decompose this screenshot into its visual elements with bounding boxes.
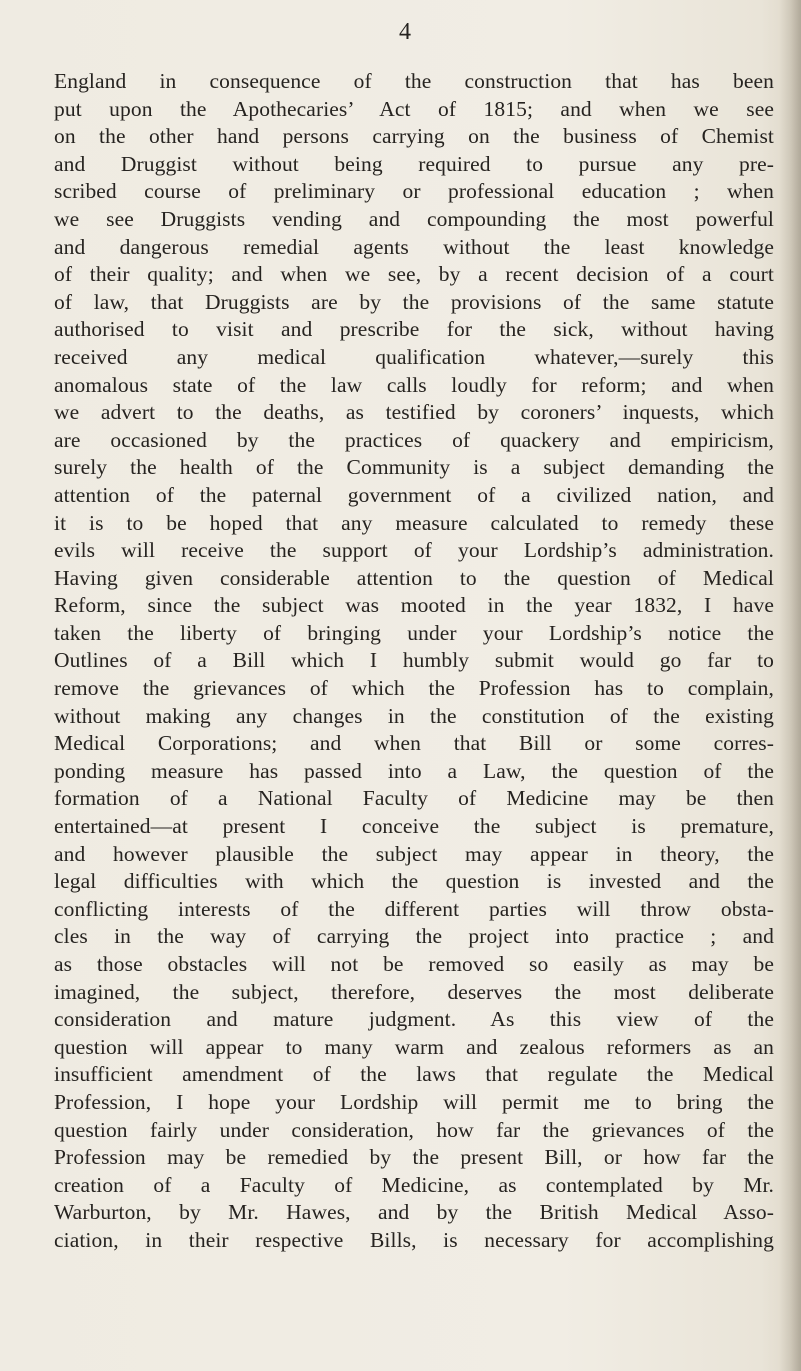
page-edge-shadow [779,0,801,1371]
text-line: and dangerous remedial agents without the least knowledge [54,234,774,259]
text-line: Outlines of a Bill which I humbly submit would go far to [54,648,774,673]
text-line: as those obstacles will not be removed so easily as may be [54,952,774,976]
text-line: Having given considerable attention to the question of Medical [54,565,774,590]
text-line: Reform, since the subject was mooted in the year 1832, I have [54,593,774,618]
text-line: and however plausible the subject may appear in theory, the [54,841,774,866]
text-line: scribed course of preliminary or professional education ; when [54,179,774,204]
text-line: attention of the paternal government of a civilized nation, and [54,482,774,507]
text-line: and Druggist without being required to pursue any pre- [54,151,774,176]
text-line: cles in the way of carrying the project into practice ; and [54,924,774,949]
text-line: insufficient amendment of the laws that regulate the Medical [54,1062,774,1087]
text-line: Warburton, by Mr. Hawes, and by the British Medical Asso- [54,1200,774,1225]
text-line: we see Druggists vending and compounding the most powerful [54,206,774,231]
text-line: legal difficulties with which the question is invested and the [54,869,774,894]
text-line: formation of a National Faculty of Medicine may be then [54,786,774,811]
text-line: ponding measure has passed into a Law, the question of the [54,758,774,783]
text-line: anomalous state of the law calls loudly for reform; and when [54,372,774,397]
text-line: remove the grievances of which the Profession has to complain, [54,676,774,701]
text-line: surely the health of the Community is a subject demanding the [54,455,774,480]
text-line: of their quality; and when we see, by a recent decision of a court [54,262,774,287]
text-line: Medical Corporations; and when that Bill or some corres- [54,731,774,756]
text-line: question fairly under consideration, how far the grievances of the [54,1117,774,1142]
text-line: conflicting interests of the different parties will throw obsta- [54,896,774,921]
text-line: received any medical qualification whatever,—surely this [54,344,774,369]
text-line: imagined, the subject, therefore, deserves the most deliberate [54,979,774,1004]
text-line: evils will receive the support of your Lordship’s administration. [54,538,774,563]
text-line: entertained—at present I conceive the subject is premature, [54,814,774,839]
text-line: England in consequence of the construction that has been [54,69,774,93]
text-line: creation of a Faculty of Medicine, as contemplated by Mr. [54,1172,774,1197]
text-line: are occasioned by the practices of quackery and empiricism, [54,427,774,452]
text-line: authorised to visit and prescribe for the sick, without having [54,317,774,342]
text-line: ciation, in their respective Bills, is necessary for accomplishing [54,1227,774,1252]
text-line: on the other hand persons carrying on the business of Chemist [54,124,774,149]
text-line: put upon the Apothecaries’ Act of 1815; and when we see [54,96,774,121]
text-line: Profession, I hope your Lordship will permit me to bring the [54,1089,774,1114]
text-line: we advert to the deaths, as testified by coroners’ inquests, which [54,400,774,425]
text-line: question will appear to many warm and zealous reformers as an [54,1034,774,1059]
text-line: of law, that Druggists are by the provisions of the same statute [54,289,774,314]
text-line: it is to be hoped that any measure calculated to remedy these [54,510,774,535]
body-text [54,68,774,1255]
text-line: Profession may be remedied by the present Bill, or how far the [54,1145,774,1170]
page-number: 4 [399,19,411,45]
text-line: consideration and mature judgment. As this view of the [54,1007,774,1032]
text-line: without making any changes in the constitution of the existing [54,703,774,728]
text-line: taken the liberty of bringing under your Lordship’s notice the [54,620,774,645]
